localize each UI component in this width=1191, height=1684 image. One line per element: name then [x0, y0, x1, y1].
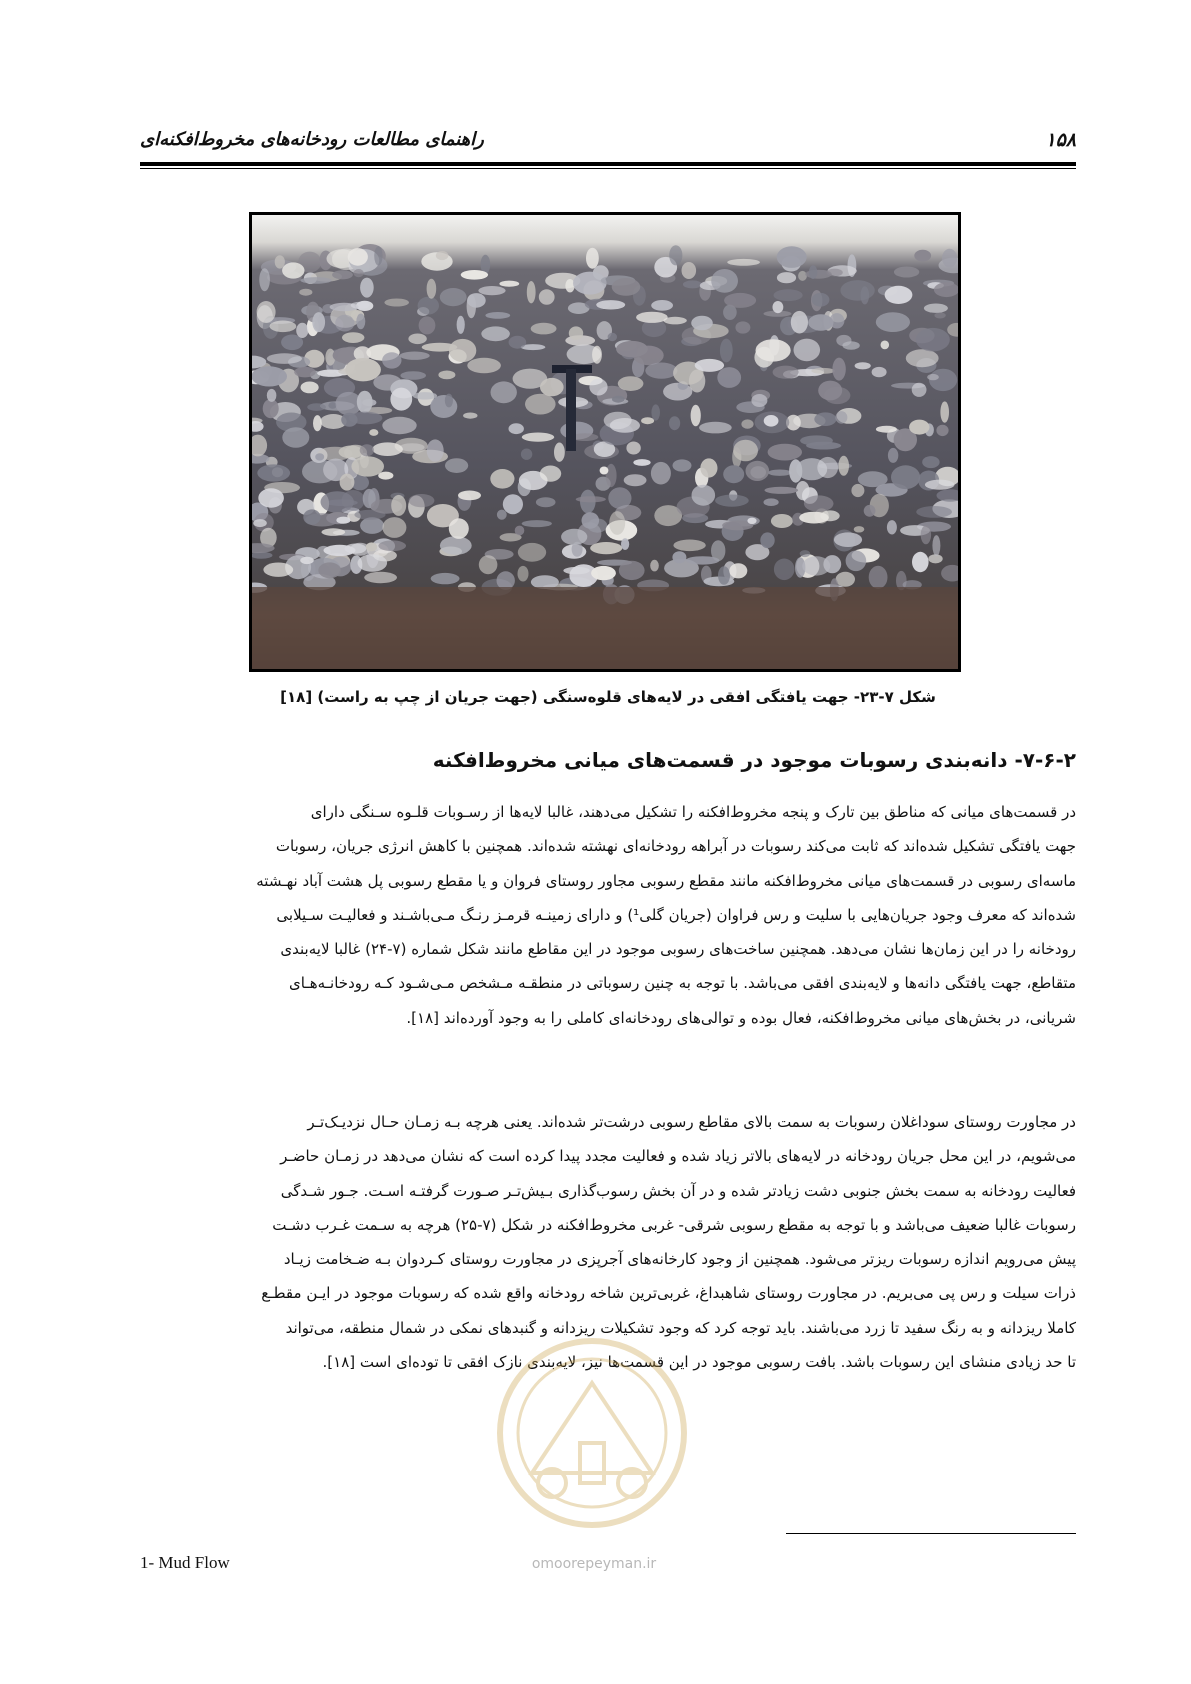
cobble-stone — [445, 458, 468, 473]
cobble-stone — [360, 444, 374, 456]
cobble-stone — [479, 555, 498, 574]
cobble-stone — [650, 560, 659, 572]
cobble-stone — [826, 269, 842, 277]
cobble-stone — [300, 277, 331, 284]
cobble-stone — [430, 395, 457, 418]
cobble-stone — [590, 542, 622, 554]
cobble-stone — [695, 359, 724, 372]
cobble-stone — [777, 272, 796, 283]
cobble-stone — [503, 494, 523, 514]
cobble-stone — [589, 379, 607, 396]
cobble-stone — [531, 323, 557, 335]
cobble-stone — [835, 411, 847, 424]
paragraph-line: ذرات سیلت و رس پی می‌بریم. در مجاورت روستای شاهبداغ، غربی‌ترین شاخه رودخانه واقع شده که رسوبات موجود در ایـن مقطـع — [261, 1284, 1076, 1303]
cobble-stone — [669, 416, 680, 430]
cobble-stone — [357, 391, 373, 413]
cobble-stone — [409, 494, 435, 507]
cobble-stone — [478, 286, 505, 295]
cobble-stone — [811, 368, 835, 374]
cobble-stone — [817, 457, 838, 478]
header-divider-thin — [140, 168, 1076, 169]
cobble-stone — [345, 358, 381, 381]
cobble-stone — [724, 293, 756, 308]
cobble-stone — [760, 532, 774, 548]
cobble-stone — [391, 495, 406, 516]
cobble-stone — [651, 404, 660, 420]
cobble-stone — [418, 297, 439, 315]
cobble-stone — [522, 520, 552, 527]
cobble-stone — [536, 497, 556, 507]
cobble-stone — [600, 467, 609, 475]
cobble-stone — [876, 426, 897, 433]
cobble-stone — [267, 389, 277, 402]
cobble-stone — [940, 401, 949, 422]
cobble-stone — [390, 388, 412, 411]
cobble-stone — [916, 328, 950, 352]
cobble-stone — [515, 526, 525, 536]
cobble-stone — [300, 557, 314, 564]
cobble-stone — [372, 442, 403, 456]
cobble-stone — [798, 271, 807, 281]
cobble-stone — [771, 514, 793, 528]
cobble-stone — [345, 544, 367, 554]
cobble-layers-photo — [252, 215, 958, 669]
cobble-stone — [527, 281, 536, 303]
cobble-stone — [467, 293, 486, 308]
cobble-stone — [673, 540, 705, 552]
section-heading: ۷-۶-۲- دانه‌بندی رسوبات موجود در قسمت‌های میانی مخروط‌افکنه — [432, 748, 1076, 772]
cobble-stone — [812, 293, 830, 307]
cobble-stone — [727, 259, 760, 266]
cobble-stone — [669, 245, 682, 265]
cobble-stone — [561, 529, 587, 545]
cobble-stone — [582, 512, 600, 529]
cobble-stone — [720, 339, 733, 363]
cobble-stone — [531, 575, 559, 589]
paragraph-line: شریانی، در بخش‌های میانی مخروط‌افکنه، فعال بوده و توالی‌های رودخانه‌ای کاملی را به وجود آورده‌اند [۱۸]. — [406, 1008, 1076, 1027]
cobble-stone — [932, 535, 940, 556]
cobble-stone — [303, 509, 320, 524]
cobble-stone — [626, 442, 640, 455]
cobble-stone — [461, 270, 488, 280]
cobble-stone — [765, 487, 799, 494]
cobble-stone — [858, 471, 888, 487]
cobble-stone — [342, 332, 364, 343]
cobble-stone — [729, 563, 747, 578]
cobble-stone — [774, 289, 803, 301]
cobble-stone — [872, 367, 887, 377]
cobble-stone — [440, 288, 467, 306]
cobble-stone — [814, 412, 836, 426]
paragraph-line: رسوبات غالبا ضعیف می‌باشد و با توجه به مقطع رسوبی شرقی- غربی مخروط‌افکنه در شکل (۷-۲۵) هرچه به سـمت غـرب دشـت — [272, 1215, 1076, 1234]
cobble-stone — [360, 278, 374, 298]
page-number: ۱۵۸ — [1045, 129, 1076, 151]
cobble-stone — [691, 316, 713, 331]
cobble-stone — [834, 532, 862, 547]
cobble-stone — [400, 371, 426, 380]
cobble-stone — [800, 435, 833, 445]
paragraph-line: جهت یافتگی تشکیل شده‌اند که ثابت می‌کند رسوبات در آبراهه رودخانه‌ای نهشته شده‌اند. همچنین با کاهش انرژی جریان، رسوبات — [275, 837, 1076, 856]
paragraph-line: کاملا ریزدانه و به رنگ سفید تا زرد می‌باشند. باید توجه کرد که وجود تشکیلات ریزدانه و گنبدهای نمکی در شمال منطقه، می‌تواند — [285, 1318, 1076, 1337]
cobble-stone — [382, 417, 416, 434]
cobble-stone — [270, 321, 297, 333]
footnote-divider — [786, 1533, 1076, 1534]
cobble-stone — [854, 526, 865, 532]
cobble-stone — [348, 248, 368, 266]
cobble-stone — [885, 286, 913, 304]
cobble-stone — [672, 551, 686, 563]
cobble-stone — [683, 280, 702, 288]
cobble-stone — [942, 249, 957, 268]
paragraph-line: تا حد زیادی منشای این رسوبات باشد. بافت رسوبی موجود در این قسمت‌ها نیز، لایه‌بندی نازک افقی تا توده‌ای است [۱۸]. — [322, 1353, 1076, 1372]
cobble-stone — [608, 333, 617, 341]
paragraph-line: در قسمت‌های میانی که مناطق بین تارک و پنجه مخروط‌افکنه را تشکیل می‌دهند، غالبا لایه‌ها از رسـوبات قلـوه سـنگی دارای — [310, 803, 1076, 821]
cobble-stone — [518, 566, 529, 582]
cobble-stone — [887, 520, 897, 534]
cobble-stone — [746, 461, 770, 481]
cobble-stone — [641, 417, 654, 424]
cobble-stone — [768, 470, 792, 476]
cobble-stone — [554, 443, 565, 462]
cobble-stone — [619, 561, 645, 580]
cobble-stone — [499, 281, 519, 287]
cobble-stone — [335, 315, 354, 332]
cobble-stone — [467, 358, 501, 373]
cobble-stone — [369, 429, 378, 436]
cobble-stone — [682, 262, 697, 279]
cobble-stone — [491, 381, 517, 403]
cobble-stone — [440, 536, 472, 555]
cobble-stone — [768, 444, 802, 461]
cobble-stone — [616, 341, 648, 357]
cobble-stone — [592, 346, 602, 364]
cobble-stone — [612, 396, 625, 403]
figure-photo — [249, 212, 961, 672]
cobble-stone — [348, 412, 382, 425]
cobble-stone — [809, 265, 817, 279]
cobble-stone — [700, 458, 717, 477]
cobble-stone — [591, 566, 616, 580]
paragraph-line: ماسه‌ای رسوبی در قسمت‌های میانی مخروط‌افکنه مانند مقطع رسوبی مجاور روستای فروان و یا مقطع رسوبی پل هشت آباد نهـشته — [256, 871, 1076, 890]
paragraph-line: می‌شویم، در این محل جریان رودخانه در لایه‌های بالاتر زیاد شده و فعالیت مجدد پیدا کرده است که نشان می‌دهد در زمـان حاضـر — [280, 1147, 1076, 1166]
cobble-stone — [851, 484, 864, 497]
cobble-stone — [604, 412, 632, 429]
cobble-stone — [360, 517, 384, 534]
cobble-stone — [307, 403, 326, 411]
cobble-stone — [525, 394, 556, 415]
cobble-stone — [894, 267, 919, 278]
cobble-stone — [353, 269, 363, 277]
cobble-stone — [364, 572, 397, 583]
cobble-stone — [356, 314, 365, 330]
cobble-stone — [608, 487, 631, 509]
cobble-stone — [612, 278, 641, 296]
cobble-stone — [258, 488, 284, 507]
cobble-stone — [733, 440, 758, 462]
cobble-stone — [449, 339, 476, 362]
cobble-stone — [351, 302, 370, 309]
cobble-stone — [718, 566, 730, 585]
cobble-stone — [318, 562, 341, 578]
header-divider-thick — [140, 162, 1076, 166]
cobble-stone — [840, 280, 874, 301]
cobble-stone — [764, 415, 779, 427]
cobble-stone — [366, 542, 377, 551]
cobble-stone — [909, 420, 929, 435]
cobble-stone — [818, 381, 842, 401]
cobble-stone — [927, 374, 939, 380]
cobble-stone — [301, 382, 319, 394]
paragraph-line: رودخانه را در این زمان‌ها نشان می‌دهد. همچنین ساخت‌های رسوبی موجود در این مقاطع مانند شکل شماره (۷-۲۴) غالبا لایه‌بندی — [280, 940, 1076, 959]
cobble-stone — [924, 304, 948, 313]
cobble-stone — [791, 311, 808, 334]
cobble-stone — [294, 367, 316, 378]
cobble-stone — [934, 282, 958, 297]
cobble-stone — [823, 555, 841, 573]
cobble-stone — [764, 498, 779, 506]
cobble-stone — [829, 313, 844, 328]
body-paragraph-1 — [140, 795, 1076, 1035]
cobble-stone — [509, 336, 527, 349]
cobble-stone — [876, 312, 910, 332]
cobble-stone — [322, 528, 346, 536]
cobble-stone — [436, 251, 449, 260]
watermark-url: omoorepeyman.ir — [531, 1556, 657, 1572]
cobble-stone — [735, 321, 750, 333]
cobble-stone — [804, 495, 834, 511]
cobble-stone — [339, 446, 364, 459]
cobble-stone — [618, 376, 644, 391]
cobble-stone — [384, 299, 409, 307]
cobble-stone — [916, 506, 952, 518]
figure-caption: شکل ۷-۲۳- جهت یافتگی افقی در لایه‌های قلوه‌سنگی (جهت جریان از چپ به راست) [۱۸] — [280, 688, 936, 706]
cobble-stone — [645, 363, 677, 379]
cobble-stone — [282, 427, 309, 448]
cobble-stone — [586, 248, 599, 269]
cobble-stone — [633, 459, 650, 466]
cobble-stone — [934, 312, 945, 318]
cobble-stone — [373, 374, 401, 390]
cobble-stone — [275, 255, 285, 268]
cobble-stone — [741, 419, 753, 428]
cobble-stone — [686, 556, 720, 564]
cobble-stone — [259, 268, 270, 291]
footnote: 1- Mud Flow — [140, 1553, 230, 1572]
cobble-stone — [257, 301, 276, 323]
cobble-stone — [609, 511, 625, 535]
paragraph-line: شده‌اند که معرف وجود جریان‌هایی با سلیت و رس فراوان (جریان گلی¹) و دارای زمینـه قرمـز رنـگ مـی‌باشـند و فعالیـت سـیلابی — [276, 905, 1076, 924]
cobble-stone — [481, 326, 510, 341]
soil-base-layer — [252, 587, 958, 669]
cobble-stone — [521, 449, 532, 460]
cobble-stone — [651, 462, 671, 485]
cobble-stone — [563, 567, 589, 574]
cobble-stone — [332, 270, 353, 279]
cobble-stone — [836, 335, 851, 346]
cobble-stone — [382, 352, 401, 368]
cobble-stone — [419, 316, 436, 334]
cobble-stone — [717, 367, 741, 388]
paragraph-line: متقاطع، جهت یافتگی دانه‌ها و لایه‌بندی افقی می‌باشد. با توجه به چنین رسوباتی در منطقـه مـشخص مـی‌شـود کـه رودخانـه‌هـای — [289, 974, 1076, 993]
cobble-stone — [540, 466, 561, 482]
cobble-stone — [891, 465, 920, 489]
cobble-stone — [427, 279, 437, 299]
cobble-stone — [490, 469, 514, 489]
cobble-stone — [699, 422, 732, 434]
cobble-stone — [497, 510, 507, 520]
cobble-stone — [253, 519, 267, 527]
cobble-stone — [252, 366, 287, 386]
cobble-stone — [408, 334, 426, 345]
cobble-stone — [413, 392, 437, 399]
cobble-stone — [777, 246, 807, 268]
cobble-stone — [358, 554, 388, 572]
cobble-stone — [751, 394, 767, 407]
cobble-stone — [573, 272, 607, 295]
cobble-stone — [315, 453, 324, 460]
cobble-stone — [457, 316, 465, 334]
cobble-stone — [800, 550, 810, 557]
cobble-stone — [673, 459, 692, 471]
cobble-stone — [836, 572, 855, 587]
cobble-stone — [263, 563, 293, 577]
cobble-stone — [257, 464, 290, 481]
cobble-stone — [838, 456, 849, 476]
cobble-stone — [382, 517, 406, 538]
cobble-stone — [692, 485, 716, 506]
cobble-stone — [925, 480, 955, 490]
cobble-stone — [881, 341, 890, 350]
cobble-stone — [445, 394, 453, 408]
cobble-stone — [855, 362, 871, 369]
cobble-stone — [374, 246, 382, 265]
cobble-stone — [773, 301, 784, 313]
cobble-stone — [624, 474, 647, 486]
cobble-stone — [312, 312, 325, 332]
cobble-stone — [864, 505, 876, 517]
cobble-stone — [773, 366, 799, 379]
cobble-stone — [540, 378, 564, 396]
cobble-stone — [756, 339, 791, 361]
cobble-stone — [774, 559, 795, 581]
body-paragraph-2 — [140, 1105, 1076, 1379]
cobble-stone — [340, 474, 355, 491]
cobble-stone — [431, 573, 460, 584]
cobble-stone — [569, 326, 583, 340]
cobble-stone — [912, 552, 929, 572]
cobble-stone — [711, 269, 738, 293]
cobble-stone — [663, 317, 686, 325]
cobble-stone — [518, 543, 546, 562]
cobble-stone — [820, 510, 839, 521]
cobble-stone — [509, 423, 524, 434]
paragraph-line: پیش می‌رویم اندازه رسوبات ریزتر می‌شود. همچنین از وجود کارخانه‌های آجرپزی در مجاورت روستای کـردوان بـه ضـخامت زیـاد — [283, 1250, 1076, 1269]
cobble-stone — [427, 439, 444, 461]
cobble-stone — [922, 456, 939, 468]
cobble-stone — [438, 371, 455, 380]
cobble-stone — [267, 353, 302, 364]
cobble-stone — [539, 289, 555, 304]
cobble-stone — [449, 518, 469, 539]
cobble-stone — [606, 464, 617, 487]
cobble-stone — [576, 496, 606, 502]
cobble-stone — [336, 517, 350, 524]
cobble-stone — [691, 405, 701, 427]
cobble-stone — [846, 551, 867, 572]
cobble-stone — [378, 472, 393, 480]
cobble-stone — [921, 525, 931, 544]
cobble-stone — [400, 352, 430, 360]
cobble-stone — [906, 349, 939, 367]
cobble-stone — [263, 399, 279, 418]
paragraph-line: فعالیت رودخانه به سمت بخش جنوبی دشت زیادتر شده و در آن بخش رسوب‌گذاری بـیش‌تـر صـورت گرفتـه اسـت. جـور شـدگی — [280, 1181, 1076, 1200]
cobble-stone — [351, 456, 384, 476]
running-header-title: راهنمای مطالعات رودخانه‌های مخروط‌افکنه‌ای — [140, 129, 484, 150]
cobble-stone — [282, 262, 304, 278]
cobble-stone — [936, 425, 948, 436]
cobble-stone — [832, 358, 845, 381]
paragraph-line: در مجاورت روستای سوداغلان رسوبات به سمت بالای مقاطع رسوبی درشت‌تر شده‌اند. یعنی هرچه بـه زمـان حـال نزدیـک‌تـر — [307, 1113, 1076, 1131]
cobble-stone — [912, 383, 927, 397]
cobble-stone — [914, 250, 931, 262]
cobble-stone — [888, 448, 898, 463]
cobble-stone — [747, 518, 756, 524]
cobble-stone — [485, 312, 510, 319]
cobble-stone — [342, 490, 365, 511]
cobble-stone — [869, 566, 888, 589]
cobble-stone — [458, 491, 481, 501]
cobble-stone — [715, 495, 749, 507]
cobble-stone — [794, 339, 821, 362]
running-header — [140, 129, 1076, 161]
cobble-stone — [296, 323, 308, 338]
cobble-stone — [522, 433, 554, 442]
cobble-stone — [378, 540, 406, 551]
cobble-stone — [636, 312, 668, 323]
cobble-stone — [463, 413, 477, 419]
cobble-stone — [651, 300, 673, 311]
cobble-stone — [299, 289, 312, 296]
cobble-stone — [621, 538, 629, 550]
cobble-stone — [596, 300, 625, 309]
cobble-stone — [723, 465, 744, 483]
